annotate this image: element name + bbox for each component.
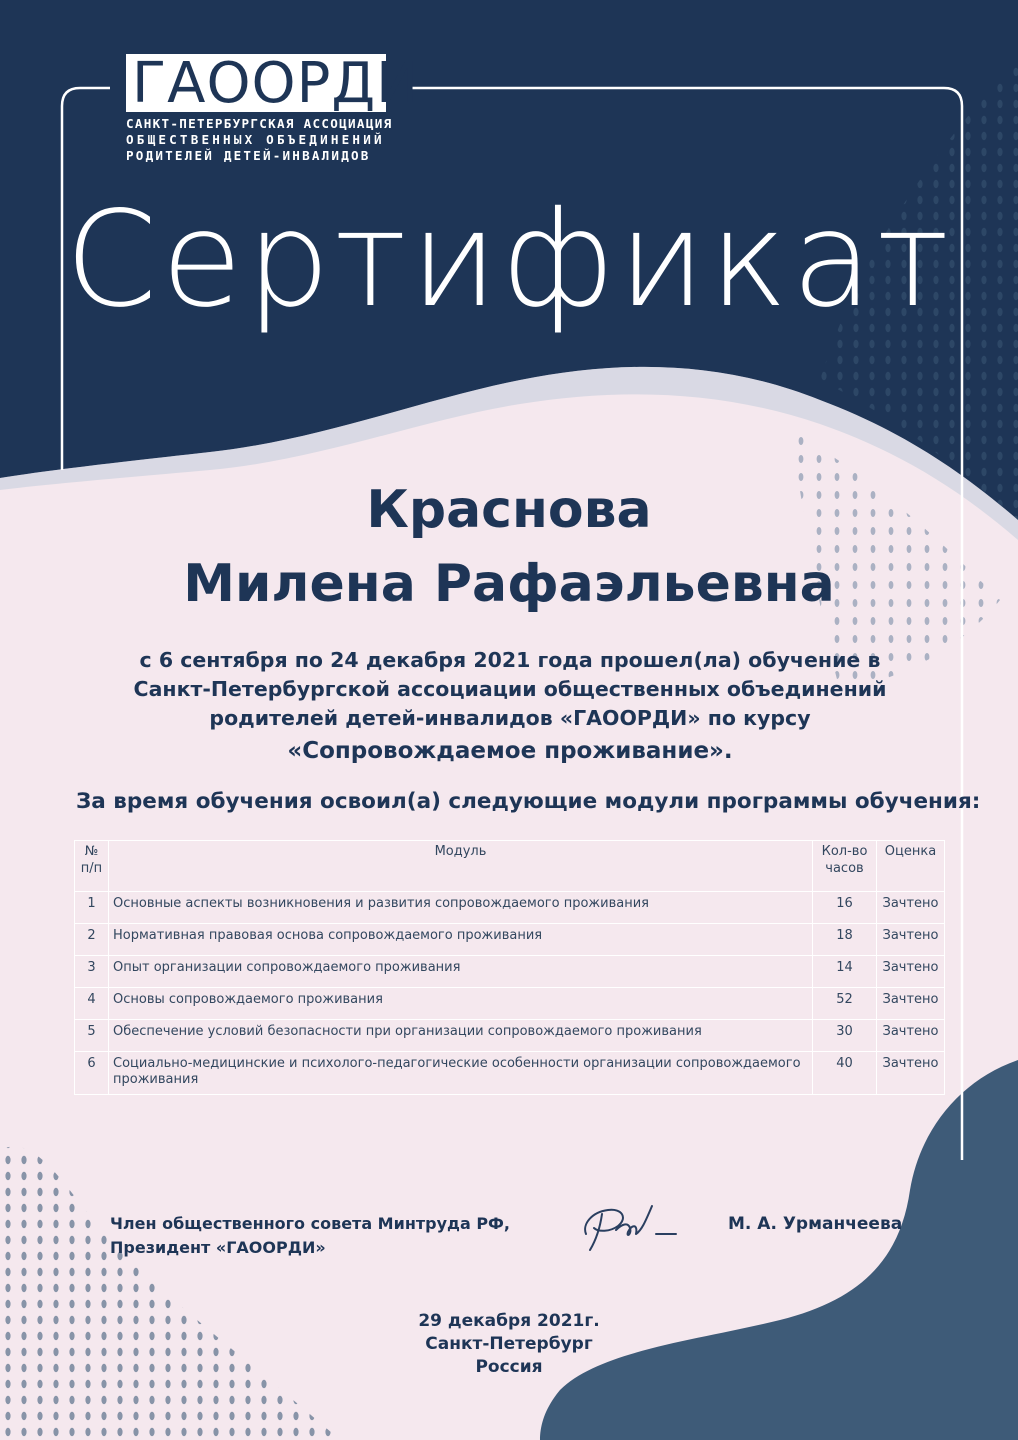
row-num: 1 bbox=[75, 892, 109, 924]
row-module: Основные аспекты возникновения и развития сопровождаемого проживания bbox=[109, 892, 813, 924]
certificate-body bbox=[90, 646, 930, 769]
row-module: Обеспечение условий безопасности при организации сопровождаемого проживания bbox=[109, 1020, 813, 1052]
certificate-title: Сертификат bbox=[64, 183, 953, 337]
course-name: «Сопровождаемое проживание». bbox=[287, 738, 733, 764]
table-row bbox=[75, 1020, 945, 1052]
row-grade: Зачтено bbox=[877, 988, 945, 1020]
table-header-row bbox=[75, 841, 945, 892]
row-grade: Зачтено bbox=[877, 1052, 945, 1095]
handwritten-signature bbox=[572, 1194, 682, 1258]
logo-subtitle-line: САНКТ-ПЕТЕРБУРГСКАЯ АССОЦИАЦИЯ bbox=[126, 116, 393, 131]
body-line: родителей детей-инвалидов «ГАООРДИ» по курсу bbox=[209, 706, 811, 730]
row-hours: 18 bbox=[813, 924, 877, 956]
header-hours: Кол-во часов bbox=[813, 841, 877, 892]
row-hours: 16 bbox=[813, 892, 877, 924]
row-num: 4 bbox=[75, 988, 109, 1020]
issue-city: Санкт-Петербург bbox=[425, 1334, 593, 1354]
signatory-role bbox=[110, 1212, 510, 1260]
row-grade: Зачтено bbox=[877, 956, 945, 988]
row-hours: 14 bbox=[813, 956, 877, 988]
body-line: с 6 сентября по 24 декабря 2021 года прошел(ла) обучение в bbox=[139, 648, 881, 672]
signatory-name: М. А. Урманчеева bbox=[728, 1214, 903, 1234]
row-module: Социально-медицинские и психолого-педагогические особенности организации сопровождаемого проживания bbox=[109, 1052, 813, 1095]
row-module: Основы сопровождаемого проживания bbox=[109, 988, 813, 1020]
table-row bbox=[75, 988, 945, 1020]
row-module: Нормативная правовая основа сопровождаемого проживания bbox=[109, 924, 813, 956]
header-grade: Оценка bbox=[877, 841, 945, 892]
row-grade: Зачтено bbox=[877, 1020, 945, 1052]
organization-logo bbox=[126, 51, 420, 164]
row-num: 6 bbox=[75, 1052, 109, 1095]
modules-heading: За время обучения освоил(а) следующие модули программы обучения: bbox=[76, 789, 981, 814]
modules-table bbox=[74, 840, 945, 1095]
table-row bbox=[75, 956, 945, 988]
row-module: Опыт организации сопровождаемого проживания bbox=[109, 956, 813, 988]
logo-subtitle-line: РОДИТЕЛЕЙ ДЕТЕЙ-ИНВАЛИДОВ bbox=[126, 148, 371, 163]
row-grade: Зачтено bbox=[877, 892, 945, 924]
row-grade: Зачтено bbox=[877, 924, 945, 956]
table-row bbox=[75, 924, 945, 956]
issue-date: 29 декабря 2021г. bbox=[418, 1311, 600, 1331]
row-hours: 30 bbox=[813, 1020, 877, 1052]
table-row bbox=[75, 892, 945, 924]
header-module: Модуль bbox=[109, 841, 813, 892]
row-hours: 40 bbox=[813, 1052, 877, 1095]
logo-wordmark: ГАООРДИ bbox=[126, 54, 386, 112]
header-num: № п/п bbox=[75, 841, 109, 892]
body-line: Санкт-Петербургской ассоциации общественных объединений bbox=[133, 677, 887, 701]
row-hours: 52 bbox=[813, 988, 877, 1020]
recipient-surname: Краснова bbox=[366, 480, 652, 540]
issue-info bbox=[0, 1310, 1018, 1379]
table-row bbox=[75, 1052, 945, 1095]
signatory-role-line: Президент «ГАООРДИ» bbox=[110, 1238, 326, 1257]
row-num: 5 bbox=[75, 1020, 109, 1052]
issue-country: Россия bbox=[475, 1357, 543, 1377]
signatory-role-line: Член общественного совета Минтруда РФ, bbox=[110, 1214, 510, 1233]
row-num: 3 bbox=[75, 956, 109, 988]
row-num: 2 bbox=[75, 924, 109, 956]
recipient-given-names: Милена Рафаэльевна bbox=[183, 554, 835, 614]
logo-subtitle-line: ОБЩЕСТВЕННЫХ ОБЪЕДИНЕНИЙ bbox=[126, 132, 385, 147]
